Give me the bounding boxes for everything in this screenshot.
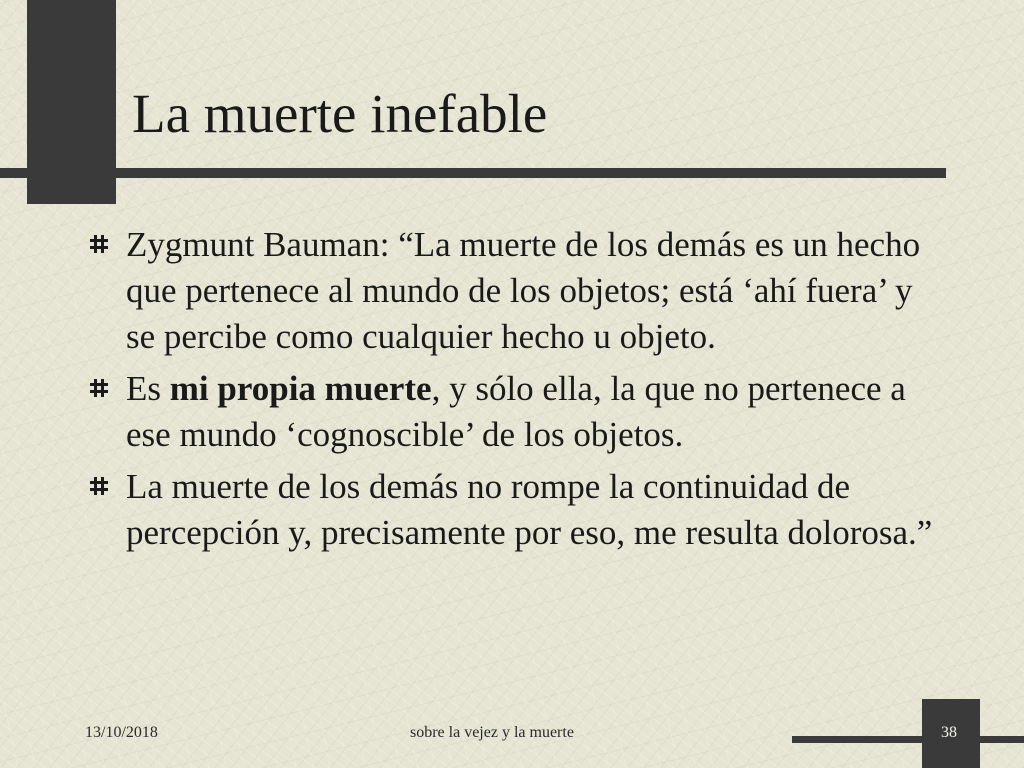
hash-bullet-icon xyxy=(90,379,108,397)
bullet-item xyxy=(90,464,950,556)
bullet-item xyxy=(90,366,950,458)
bullet-text-emphasis: mi propia muerte xyxy=(169,369,432,408)
bullet-item xyxy=(90,222,950,360)
hash-bullet-icon xyxy=(90,477,108,495)
slide-title: La muerte inefable xyxy=(132,83,548,144)
footer-date: 13/10/2018 xyxy=(85,724,158,741)
footer-presentation-title: sobre la vejez y la muerte xyxy=(410,724,574,741)
title-underline-bar xyxy=(0,168,946,178)
bullet-list xyxy=(90,222,950,562)
hash-bullet-icon xyxy=(90,235,108,253)
bullet-text-suffix: , y sólo ella, la que no pertenece a ese mundo ‘cognoscible’ de los objetos. xyxy=(126,369,906,454)
footer-page-number: 38 xyxy=(941,724,957,741)
bullet-text: La muerte de los demás no rompe la continuidad de percepción y, precisamente por eso, me resulta dolorosa.” xyxy=(126,467,933,552)
bullet-text-prefix: Es xyxy=(126,369,170,408)
footer-bar xyxy=(792,736,1024,743)
bullet-text: Zygmunt Bauman: “La muerte de los demás es un hecho que pertenece al mundo de los objetos; está ‘ahí fuera’ y se percibe como cualquier hecho u objeto. xyxy=(126,225,921,356)
